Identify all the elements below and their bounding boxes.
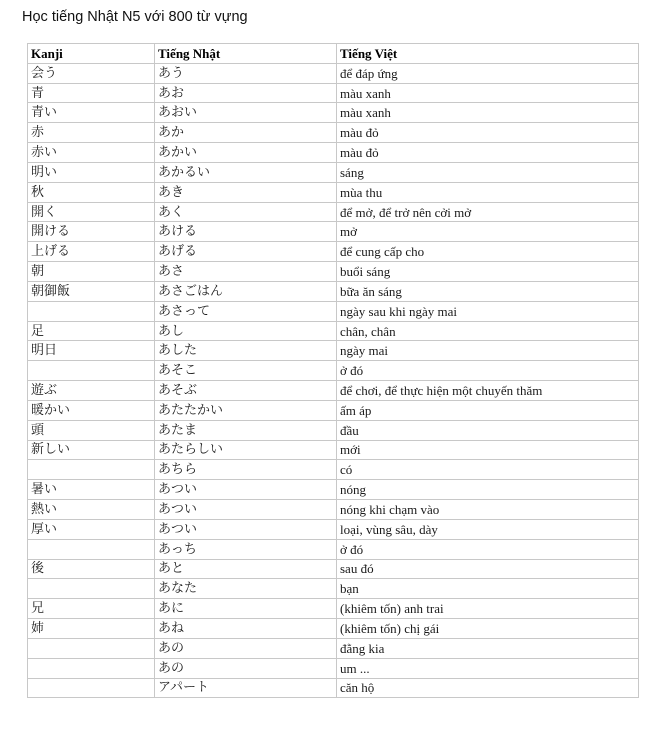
kanji-cell: 開く: [28, 202, 155, 222]
table-header-row: [28, 44, 639, 64]
kanji-cell: 明い: [28, 162, 155, 182]
table-row: [28, 579, 639, 599]
japanese-cell: あか: [155, 123, 337, 143]
vietnamese-cell: ấm áp: [337, 400, 639, 420]
vietnamese-cell: có: [337, 460, 639, 480]
table-row: [28, 599, 639, 619]
japanese-cell: あつい: [155, 519, 337, 539]
table-row: [28, 519, 639, 539]
japanese-cell: あし: [155, 321, 337, 341]
table-row: [28, 202, 639, 222]
japanese-cell: あちら: [155, 460, 337, 480]
vietnamese-cell: để mở, để trở nên cởi mở: [337, 202, 639, 222]
japanese-cell: あっち: [155, 539, 337, 559]
kanji-cell: 新しい: [28, 440, 155, 460]
vietnamese-cell: ngày sau khi ngày mai: [337, 301, 639, 321]
japanese-cell: あげる: [155, 242, 337, 262]
japanese-cell: あの: [155, 658, 337, 678]
vietnamese-cell: đằng kia: [337, 638, 639, 658]
table-row: [28, 63, 639, 83]
kanji-cell: 青い: [28, 103, 155, 123]
kanji-cell: [28, 638, 155, 658]
table-row: [28, 658, 639, 678]
table-row: [28, 281, 639, 301]
kanji-cell: [28, 460, 155, 480]
japanese-cell: あかるい: [155, 162, 337, 182]
table-row: [28, 361, 639, 381]
kanji-cell: 遊ぶ: [28, 381, 155, 401]
table-row: [28, 123, 639, 143]
kanji-cell: 朝: [28, 262, 155, 282]
vietnamese-cell: căn hộ: [337, 678, 639, 698]
japanese-cell: あたま: [155, 420, 337, 440]
japanese-cell: あさって: [155, 301, 337, 321]
table-row: [28, 301, 639, 321]
japanese-cell: あき: [155, 182, 337, 202]
column-header-japanese: Tiếng Nhật: [155, 44, 337, 64]
japanese-cell: あつい: [155, 500, 337, 520]
vietnamese-cell: để đáp ứng: [337, 63, 639, 83]
kanji-cell: 赤: [28, 123, 155, 143]
japanese-cell: アパート: [155, 678, 337, 698]
table-row: [28, 480, 639, 500]
table-row: [28, 162, 639, 182]
vietnamese-cell: mới: [337, 440, 639, 460]
vietnamese-cell: chân, chân: [337, 321, 639, 341]
kanji-cell: 赤い: [28, 143, 155, 163]
vietnamese-cell: ở đó: [337, 361, 639, 381]
vietnamese-cell: để chơi, để thực hiện một chuyến thăm: [337, 381, 639, 401]
table-row: [28, 83, 639, 103]
table-row: [28, 440, 639, 460]
kanji-cell: 開ける: [28, 222, 155, 242]
kanji-cell: [28, 579, 155, 599]
vietnamese-cell: mùa thu: [337, 182, 639, 202]
table-row: [28, 460, 639, 480]
vocabulary-table: [27, 43, 639, 698]
kanji-cell: 姉: [28, 619, 155, 639]
table-row: [28, 321, 639, 341]
kanji-cell: 会う: [28, 63, 155, 83]
kanji-cell: 明日: [28, 341, 155, 361]
japanese-cell: あした: [155, 341, 337, 361]
vietnamese-cell: sau đó: [337, 559, 639, 579]
table-row: [28, 143, 639, 163]
kanji-cell: 朝御飯: [28, 281, 155, 301]
japanese-cell: あさ: [155, 262, 337, 282]
japanese-cell: あに: [155, 599, 337, 619]
japanese-cell: あね: [155, 619, 337, 639]
kanji-cell: [28, 539, 155, 559]
kanji-cell: 頭: [28, 420, 155, 440]
vietnamese-cell: đầu: [337, 420, 639, 440]
kanji-cell: 兄: [28, 599, 155, 619]
vietnamese-cell: bạn: [337, 579, 639, 599]
japanese-cell: あなた: [155, 579, 337, 599]
vietnamese-cell: um ...: [337, 658, 639, 678]
table-row: [28, 559, 639, 579]
table-row: [28, 678, 639, 698]
kanji-cell: [28, 361, 155, 381]
kanji-cell: 暑い: [28, 480, 155, 500]
vietnamese-cell: màu xanh: [337, 103, 639, 123]
vietnamese-cell: màu đỏ: [337, 143, 639, 163]
table-row: [28, 103, 639, 123]
japanese-cell: あと: [155, 559, 337, 579]
vietnamese-cell: để cung cấp cho: [337, 242, 639, 262]
vietnamese-cell: ngày mai: [337, 341, 639, 361]
table-row: [28, 222, 639, 242]
table-row: [28, 341, 639, 361]
kanji-cell: 足: [28, 321, 155, 341]
page-title: Học tiếng Nhật N5 với 800 từ vựng: [22, 9, 248, 25]
japanese-cell: あそこ: [155, 361, 337, 381]
japanese-cell: あつい: [155, 480, 337, 500]
japanese-cell: あく: [155, 202, 337, 222]
kanji-cell: 厚い: [28, 519, 155, 539]
japanese-cell: あたたかい: [155, 400, 337, 420]
vietnamese-cell: (khiêm tốn) anh trai: [337, 599, 639, 619]
kanji-cell: [28, 658, 155, 678]
kanji-cell: 暖かい: [28, 400, 155, 420]
japanese-cell: あう: [155, 63, 337, 83]
kanji-cell: 秋: [28, 182, 155, 202]
vietnamese-cell: bữa ăn sáng: [337, 281, 639, 301]
table-row: [28, 638, 639, 658]
vietnamese-cell: nóng: [337, 480, 639, 500]
japanese-cell: あそぶ: [155, 381, 337, 401]
vietnamese-cell: màu đỏ: [337, 123, 639, 143]
table-row: [28, 500, 639, 520]
table-row: [28, 420, 639, 440]
table-row: [28, 381, 639, 401]
vietnamese-cell: loại, vùng sâu, dày: [337, 519, 639, 539]
japanese-cell: あおい: [155, 103, 337, 123]
vietnamese-cell: nóng khi chạm vào: [337, 500, 639, 520]
table-row: [28, 242, 639, 262]
kanji-cell: 後: [28, 559, 155, 579]
japanese-cell: あける: [155, 222, 337, 242]
vietnamese-cell: sáng: [337, 162, 639, 182]
kanji-cell: 熱い: [28, 500, 155, 520]
vietnamese-cell: ở đó: [337, 539, 639, 559]
table-row: [28, 539, 639, 559]
column-header-vietnamese: Tiếng Việt: [337, 44, 639, 64]
kanji-cell: 上げる: [28, 242, 155, 262]
table-row: [28, 262, 639, 282]
table-row: [28, 400, 639, 420]
vietnamese-cell: buổi sáng: [337, 262, 639, 282]
japanese-cell: あお: [155, 83, 337, 103]
vietnamese-cell: màu xanh: [337, 83, 639, 103]
japanese-cell: あたらしい: [155, 440, 337, 460]
table-row: [28, 619, 639, 639]
japanese-cell: あの: [155, 638, 337, 658]
vietnamese-cell: mở: [337, 222, 639, 242]
japanese-cell: あかい: [155, 143, 337, 163]
kanji-cell: [28, 301, 155, 321]
kanji-cell: [28, 678, 155, 698]
japanese-cell: あさごはん: [155, 281, 337, 301]
kanji-cell: 青: [28, 83, 155, 103]
vietnamese-cell: (khiêm tốn) chị gái: [337, 619, 639, 639]
table-row: [28, 182, 639, 202]
column-header-kanji: Kanji: [28, 44, 155, 64]
